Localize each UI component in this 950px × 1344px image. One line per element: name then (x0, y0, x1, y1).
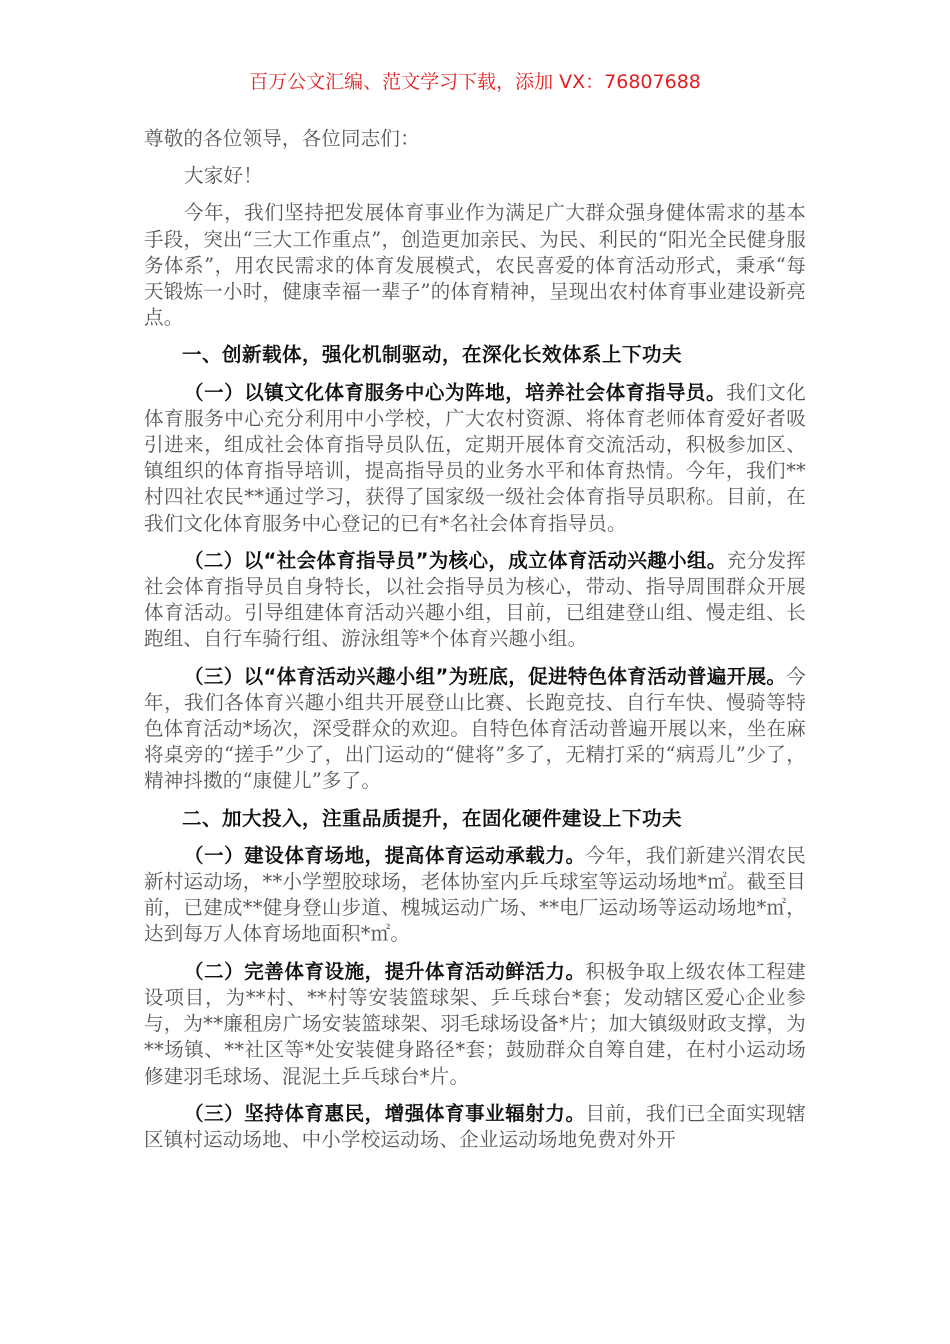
item-lead: （三）以“体育活动兴趣小组”为班底，促进特色体育活动普遍开展。 (184, 664, 787, 688)
item-text: 充分发挥社会体育指导员自身特长，以社会指导员为核心，带动、指导周围群众开展体育活动。引导组建体育活动兴趣小组，目前，已组建登山组、慢走组、长跑组、自行车骑行组、游泳组等*个体育兴趣小组。 (144, 548, 806, 651)
item-lead: （二）以“社会体育指导员”为核心，成立体育活动兴趣小组。 (184, 548, 727, 572)
section-2-item-1 (144, 843, 806, 948)
section-2-item-3 (144, 1101, 806, 1153)
greeting: 大家好！ (184, 164, 263, 188)
item-text: 积极争取上级农体工程建设项目，为**村、**村等安装篮球架、乒乓球台*套；发动辖区爱心企业参与，为**廉租房广场安装篮球架、羽毛球场设备*片；加大镇级财政支撑，为**场镇、**社区等*处安装健身路径*套；鼓励群众自筹自建，在村小运动场修建羽毛球场、混泥土乒乓球台*片。 (144, 959, 806, 1088)
section-1-item-1 (144, 380, 806, 537)
item-text: 目前，我们已全面实现辖区镇村运动场地、中小学校运动场、企业运动场地免费对外开 (144, 1101, 806, 1151)
item-text: 我们文化体育服务中心充分利用中小学校，广大农村资源、将体育老师体育爱好者吸引进来，组成社会体育指导员队伍，定期开展体育交流活动，积极参加区、镇组织的体育指导培训，提高指导员的业务水平和体育热情。今年，我们**村四社农民**通过学习，获得了国家级一级社会体育指导员职称。目前，在我们文化体育服务中心登记的已有*名社会体育指导员。 (144, 380, 806, 535)
section-2-item-2 (144, 959, 806, 1090)
item-lead: （二）完善体育设施，提升体育活动鲜活力。 (184, 959, 586, 983)
item-text: 今年，我们各体育兴趣小组共开展登山比赛、长跑竞技、自行车快、慢骑等特色体育活动*场次，深受群众的欢迎。自特色体育活动普遍开展以来，坐在麻将桌旁的“搓手”少了，出门运动的“健将”多了，无精打采的“病焉儿”少了，精神抖擞的“康健儿”多了。 (144, 664, 806, 793)
section-1-item-3 (144, 664, 806, 795)
salutation: 尊敬的各位领导，各位同志们： (144, 127, 420, 150)
intro-paragraph: 今年，我们坚持把发展体育事业作为满足广大群众强身健体需求的基本手段，突出“三大工作重点”，创造更加亲民、为民、利民的“阳光全民健身服务体系”，用农民需求的体育发展模式，农民喜爱的体育活动形式，秉承“每天锻炼一小时，健康幸福一辈子”的体育精神，呈现出农村体育事业建设新亮点。 (144, 201, 806, 330)
watermark-banner: 百万公文汇编、范文学习下载，添加 VX：76807688 (249, 71, 701, 93)
item-lead: （一）以镇文化体育服务中心为阵地，培养社会体育指导员。 (184, 380, 727, 404)
section-1-title: 一、创新载体，强化机制驱动，在深化长效体系上下功夫 (182, 343, 683, 367)
document-page (144, 126, 806, 1164)
item-text: 今年，我们新建兴渭农民新村运动场，**小学塑胶球场，老体协室内乒乓球室等运动场地*㎡。截至目前，已建成**健身登山步道、槐城运动广场、**电厂运动场等运动场地*㎡，达到每万人体育场地面积*㎡。 (144, 843, 806, 946)
item-lead: （三）坚持体育惠民，增强体育事业辐射力。 (184, 1101, 586, 1125)
section-1-item-2 (144, 548, 806, 653)
section-1 (144, 342, 806, 794)
section-2 (144, 806, 806, 1153)
item-lead: （一）建设体育场地，提高体育运动承载力。 (184, 843, 586, 867)
section-2-title: 二、加大投入，注重品质提升，在固化硬件建设上下功夫 (182, 806, 683, 830)
